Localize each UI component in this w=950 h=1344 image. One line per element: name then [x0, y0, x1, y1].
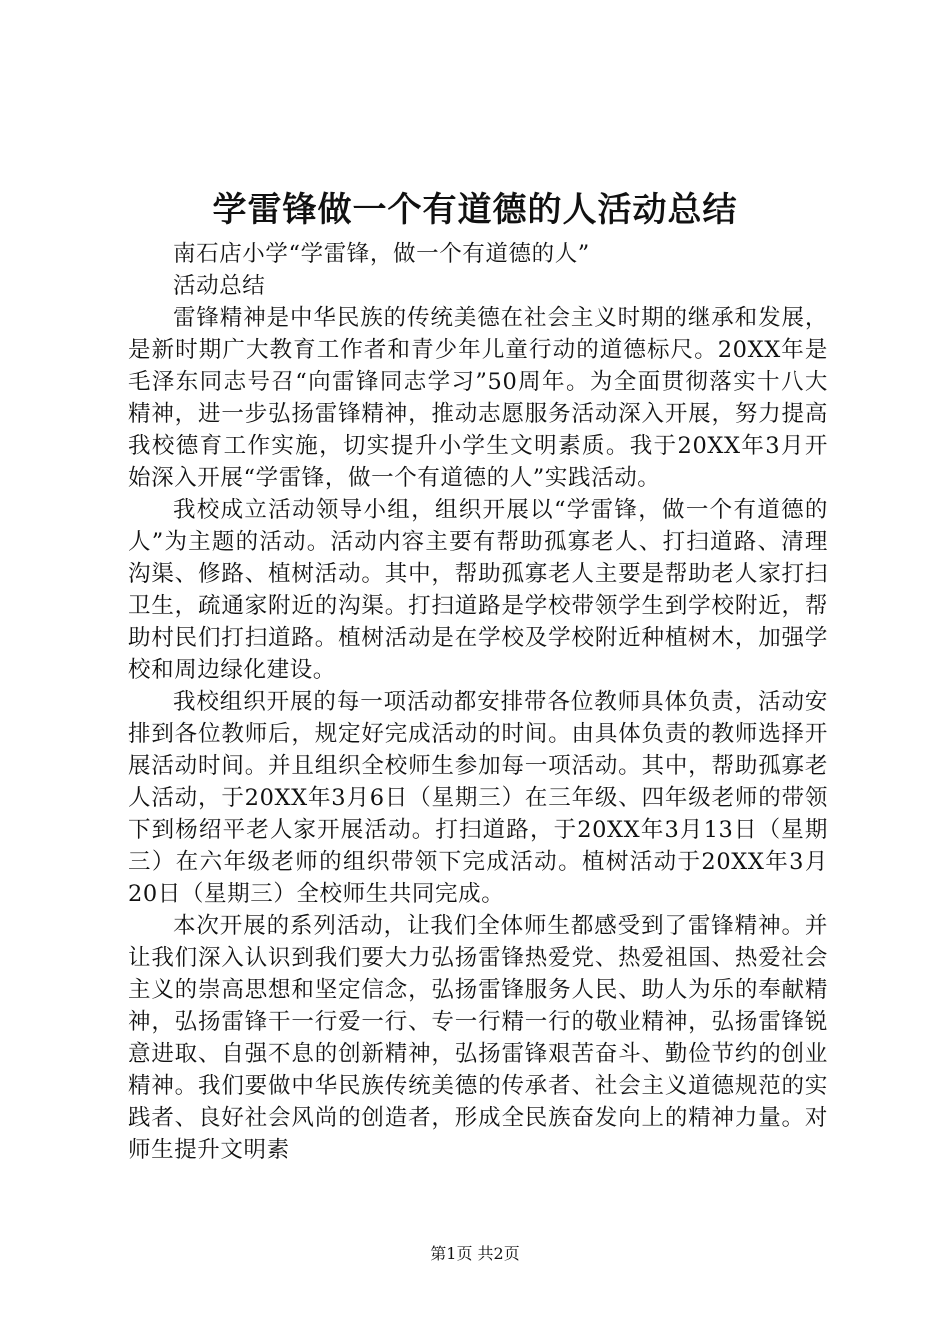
document-body: [128, 238, 828, 1166]
subtitle-line-2: 活动总结: [173, 273, 266, 299]
page-footer: 第1页 共2页: [430, 1244, 520, 1263]
subtitle-line-1: 南石店小学“学雷锋，做一个有道德的人”: [173, 241, 590, 267]
paragraph-2: 我校成立活动领导小组，组织开展以“学雷锋，做一个有道德的人”为主题的活动。活动内容主要有帮助孤寡老人、打扫道路、清理沟渠、修路、植树活动。其中，帮助孤寡老人主要是帮助老人家打扫卫生，疏通家附近的沟渠。打扫道路是学校带领学生到学校附近，帮助村民们打扫道路。植树活动是在学校及学校附近种植树木，加强学校和周边绿化建设。: [128, 497, 828, 683]
document-title: 学雷锋做一个有道德的人活动总结: [212, 190, 738, 230]
paragraph-1: 雷锋精神是中华民族的传统美德在社会主义时期的继承和发展，是新时期广大教育工作者和青少年儿童行动的道德标尺。20XX年是毛泽东同志号召“向雷锋同志学习”50周年。为全面贯彻落实十八大精神，进一步弘扬雷锋精神，推动志愿服务活动深入开展，努力提高我校德育工作实施，切实提升小学生文明素质。我于20XX年3月开始深入开展“学雷锋，做一个有道德的人”实践活动。: [128, 305, 828, 491]
paragraph-4: 本次开展的系列活动，让我们全体师生都感受到了雷锋精神。并让我们深入认识到我们要大力弘扬雷锋热爱党、热爱祖国、热爱社会主义的崇高思想和坚定信念，弘扬雷锋服务人民、助人为乐的奉献精神，弘扬雷锋干一行爱一行、专一行精一行的敬业精神，弘扬雷锋锐意进取、自强不息的创新精神，弘扬雷锋艰苦奋斗、勤俭节约的创业精神。我们要做中华民族传统美德的传承者、社会主义道德规范的实践者、良好社会风尚的创造者，形成全民族奋发向上的精神力量。对师生提升文明素: [128, 913, 828, 1163]
paragraph-3: 我校组织开展的每一项活动都安排带各位教师具体负责，活动安排到各位教师后，规定好完成活动的时间。由具体负责的教师选择开展活动时间。并且组织全校师生参加每一项活动。其中，帮助孤寡老人活动，于20XX年3月6日（星期三）在三年级、四年级老师的带领下到杨绍平老人家开展活动。打扫道路，于20XX年3月13日（星期三）在六年级老师的组织带领下完成活动。植树活动于20XX年3月20日（星期三）全校师生共同完成。: [128, 689, 828, 907]
